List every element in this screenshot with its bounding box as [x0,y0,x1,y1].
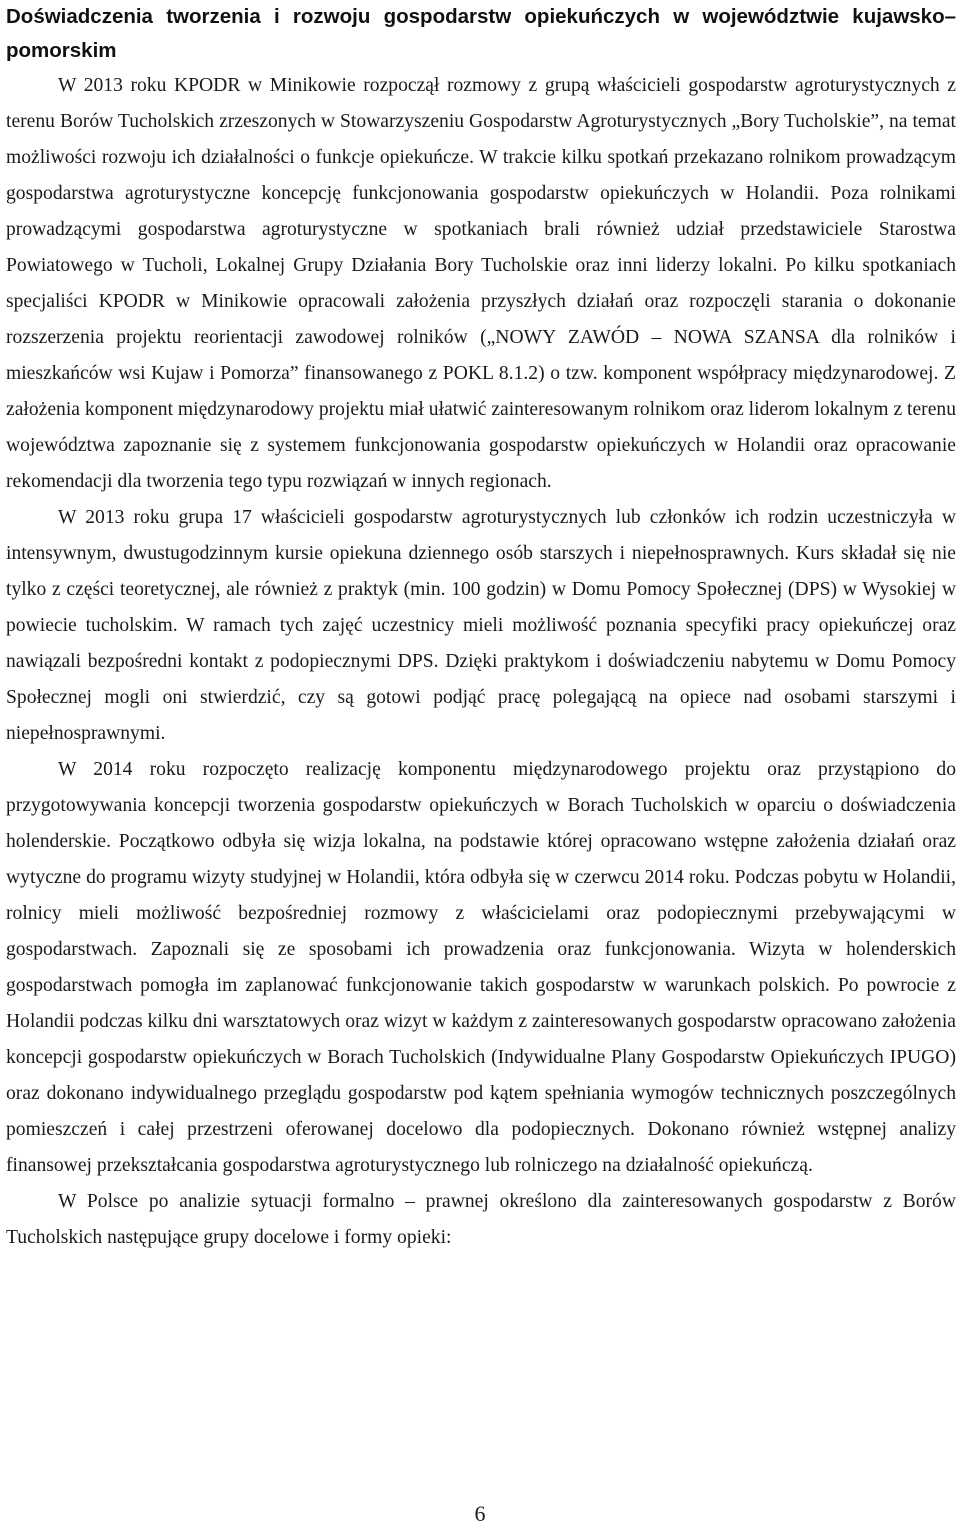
paragraph-caregiver-course: W 2013 roku grupa 17 właścicieli gospodarstw agroturystycznych lub członków ich rodzin uczestniczyła w intensywnym, dwustugodzinnym kursie opiekuna dziennego osób starszych i niepełnosprawnych. Kurs składał się nie tylko z części teoretycznej, ale również z praktyk (min. 100 godzin) w Domu Pomocy Społecznej (DPS) w Wysokiej w powiecie tucholskim. W ramach tych zajęć uczestnicy mieli możliwość poznania specyfiki pracy opiekuńczej oraz nawiązali bezpośredni kontakt z podopiecznymi DPS. Dzięki praktykom i doświadczeniu nabytemu w Domu Pomocy Społecznej mogli oni stwierdzić, czy są gotowi podjąć pracę polegającą na opiece nad osobami starszymi i niepełnosprawnymi. [6,507,956,744]
page-number: 6 [474,1501,486,1526]
section-heading: Doświadczenia tworzenia i rozwoju gospodarstw opiekuńczych w województwie kujawsko– pomorskim [6,5,956,62]
paragraph-international-component: W 2014 roku rozpoczęto realizację komponentu międzynarodowego projektu oraz przystąpiono do przygotowywania koncepcji tworzenia gospodarstw opiekuńczych w Borach Tucholskich w oparciu o doświadczenia holenderskie. Początkowo odbyła się wizja lokalna, na podstawie której opracowano wstępne założenia działań oraz wytyczne do programu wizyty studyjnej w Holandii, która odbyła się w czerwcu 2014 roku. Podczas pobytu w Holandii, rolnicy mieli możliwość bezpośredniej rozmowy z właścicielami oraz podopiecznymi przebywającymi w gospodarstwach. Zapoznali się ze sposobami ich prowadzenia oraz funkcjonowania. Wizyta w holenderskich gospodarstwach pomogła im zaplanować funkcjonowanie takich gospodarstw w warunkach polskich. Po powrocie z Holandii podczas kilku dni warsztatowych oraz wizyt w każdym z zainteresowanych gospodarstw opracowano założenia koncepcji gospodarstw opiekuńczych w Borach Tucholskich (Indywidualne Plany Gospodarstw Opiekuńczych IPUGO) oraz dokonano indywidualnego przeglądu gospodarstw pod kątem spełniania wymogów technicznych poszczególnych pomieszczeń i całej przestrzeni oferowanej docelowo dla podopiecznych. Dokonano również wstępnej analizy finansowej przekształcania gospodarstwa agroturystycznego lub rolniczego na działalność opiekuńczą. [6,759,956,1176]
paragraph-target-groups-intro: W Polsce po analizie sytuacji formalno – prawnej określono dla zainteresowanych gospodarstw z Borów Tucholskich następujące grupy docelowe i formy opieki: [6,1191,956,1248]
paragraph-kpodr-talks: W 2013 roku KPODR w Minikowie rozpoczął rozmowy z grupą właścicieli gospodarstw agroturystycznych z terenu Borów Tucholskich zrzeszonych w Stowarzyszeniu Gospodarstw Agroturystycznych „Bory Tucholskie”, na temat możliwości rozwoju ich działalności o funkcje opiekuńcze. W trakcie kilku spotkań przekazano rolnikom prowadzącym gospodarstwa agroturystyczne koncepcję funkcjonowania gospodarstw opiekuńczych w Holandii. Poza rolnikami prowadzącymi gospodarstwa agroturystyczne w spotkaniach brali również udział przedstawiciele Starostwa Powiatowego w Tucholi, Lokalnej Grupy Działania Bory Tucholskie oraz inni liderzy lokalni. Po kilku spotkaniach specjaliści KPODR w Minikowie opracowali założenia przyszłych działań oraz rozpoczęli starania o dokonanie rozszerzenia projektu reorientacji zawodowej rolników („NOWY ZAWÓD – NOWA SZANSA dla rolników i mieszkańców wsi Kujaw i Pomorza” finansowanego z POKL 8.1.2) o tzw. komponent współpracy międzynarodowej. Z założenia komponent międzynarodowy projektu miał ułatwić zainteresowanym rolnikom oraz liderom lokalnym z terenu województwa zapoznanie się z systemem funkcjonowania gospodarstw opiekuńczych w Holandii oraz opracowanie rekomendacji dla tworzenia tego typu rozwiązań w innych regionach. [6,75,956,492]
document-page [6,0,956,1256]
